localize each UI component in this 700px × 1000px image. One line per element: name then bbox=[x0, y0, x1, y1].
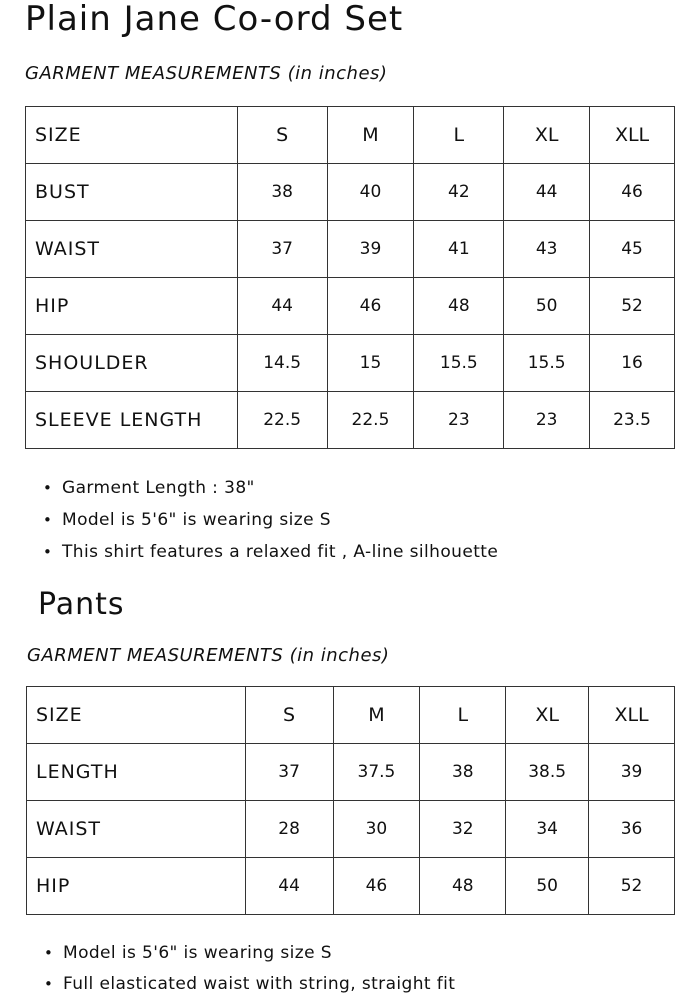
measurement-value: 22.5 bbox=[237, 392, 327, 449]
pants-notes-list bbox=[27, 938, 455, 1000]
measurement-value: 15 bbox=[327, 335, 414, 392]
note-item: • Garment Length : 38" bbox=[26, 472, 498, 504]
size-column-header: M bbox=[327, 107, 414, 164]
pants-title: Pants bbox=[38, 587, 125, 622]
measurement-value: 46 bbox=[327, 278, 414, 335]
measurement-value: 15.5 bbox=[504, 335, 590, 392]
header-row bbox=[27, 687, 675, 744]
measurement-value: 50 bbox=[506, 858, 589, 915]
table-row bbox=[27, 744, 675, 801]
size-header-cell: SIZE bbox=[27, 687, 246, 744]
measurement-label: WAIST bbox=[27, 801, 246, 858]
measurement-value: 44 bbox=[504, 164, 590, 221]
measurement-value: 38.5 bbox=[506, 744, 589, 801]
measurement-label: LENGTH bbox=[27, 744, 246, 801]
measurement-value: 42 bbox=[414, 164, 504, 221]
measurement-value: 45 bbox=[590, 221, 675, 278]
top-notes-list bbox=[26, 472, 498, 568]
measurement-value: 46 bbox=[590, 164, 675, 221]
measurement-label: BUST bbox=[26, 164, 238, 221]
subhead-unit: (in inches) bbox=[289, 645, 390, 666]
table-row bbox=[26, 335, 675, 392]
measurement-value: 52 bbox=[590, 278, 675, 335]
measurement-value: 37 bbox=[245, 744, 333, 801]
subhead-main: GARMENT MEASUREMENTS bbox=[25, 63, 282, 84]
table-row bbox=[26, 392, 675, 449]
measurement-label: SHOULDER bbox=[26, 335, 238, 392]
size-column-header: M bbox=[333, 687, 420, 744]
measurement-value: 48 bbox=[414, 278, 504, 335]
subhead-main: GARMENT MEASUREMENTS bbox=[27, 645, 284, 666]
measurement-value: 23 bbox=[414, 392, 504, 449]
size-column-header: S bbox=[237, 107, 327, 164]
measurement-value: 16 bbox=[590, 335, 675, 392]
top-measurements-subhead bbox=[25, 63, 387, 84]
pants-measurements-subhead bbox=[27, 645, 389, 666]
size-column-header: L bbox=[414, 107, 504, 164]
measurement-value: 28 bbox=[245, 801, 333, 858]
size-column-header: L bbox=[420, 687, 506, 744]
measurement-value: 41 bbox=[414, 221, 504, 278]
measurement-value: 14.5 bbox=[237, 335, 327, 392]
measurement-value: 34 bbox=[506, 801, 589, 858]
measurement-value: 15.5 bbox=[414, 335, 504, 392]
measurement-value: 38 bbox=[420, 744, 506, 801]
measurement-value: 22.5 bbox=[327, 392, 414, 449]
size-column-header: XL bbox=[504, 107, 590, 164]
measurement-value: 48 bbox=[420, 858, 506, 915]
size-column-header: XLL bbox=[590, 107, 675, 164]
measurement-value: 46 bbox=[333, 858, 420, 915]
measurement-value: 44 bbox=[245, 858, 333, 915]
size-column-header: S bbox=[245, 687, 333, 744]
measurement-label: HIP bbox=[27, 858, 246, 915]
note-item: • Model is 5'6" is wearing size S bbox=[27, 938, 455, 969]
measurement-value: 23 bbox=[504, 392, 590, 449]
measurement-value: 44 bbox=[237, 278, 327, 335]
subhead-unit: (in inches) bbox=[287, 63, 388, 84]
measurement-value: 39 bbox=[327, 221, 414, 278]
size-column-header: XL bbox=[506, 687, 589, 744]
measurement-value: 32 bbox=[420, 801, 506, 858]
measurement-value: 38 bbox=[237, 164, 327, 221]
measurement-value: 37.5 bbox=[333, 744, 420, 801]
table-row bbox=[26, 278, 675, 335]
top-size-chart bbox=[25, 106, 675, 449]
measurement-value: 40 bbox=[327, 164, 414, 221]
table-row bbox=[27, 858, 675, 915]
measurement-value: 52 bbox=[589, 858, 675, 915]
measurement-value: 43 bbox=[504, 221, 590, 278]
note-item: • Model is 5'6" is wearing size S bbox=[26, 504, 498, 536]
measurement-label: HIP bbox=[26, 278, 238, 335]
measurement-value: 39 bbox=[589, 744, 675, 801]
measurement-value: 23.5 bbox=[590, 392, 675, 449]
table-row bbox=[26, 221, 675, 278]
note-item: • Full elasticated waist with string, straight fit bbox=[27, 969, 455, 1000]
measurement-value: 36 bbox=[589, 801, 675, 858]
pants-size-chart bbox=[26, 686, 675, 915]
measurement-value: 30 bbox=[333, 801, 420, 858]
note-item: • This shirt features a relaxed fit , A-line silhouette bbox=[26, 536, 498, 568]
size-header-cell: SIZE bbox=[26, 107, 238, 164]
measurement-label: WAIST bbox=[26, 221, 238, 278]
page-title: Plain Jane Co-ord Set bbox=[25, 0, 404, 39]
header-row bbox=[26, 107, 675, 164]
measurement-label: SLEEVE LENGTH bbox=[26, 392, 238, 449]
table-row bbox=[27, 801, 675, 858]
measurement-value: 37 bbox=[237, 221, 327, 278]
size-column-header: XLL bbox=[589, 687, 675, 744]
measurement-value: 50 bbox=[504, 278, 590, 335]
table-row bbox=[26, 164, 675, 221]
